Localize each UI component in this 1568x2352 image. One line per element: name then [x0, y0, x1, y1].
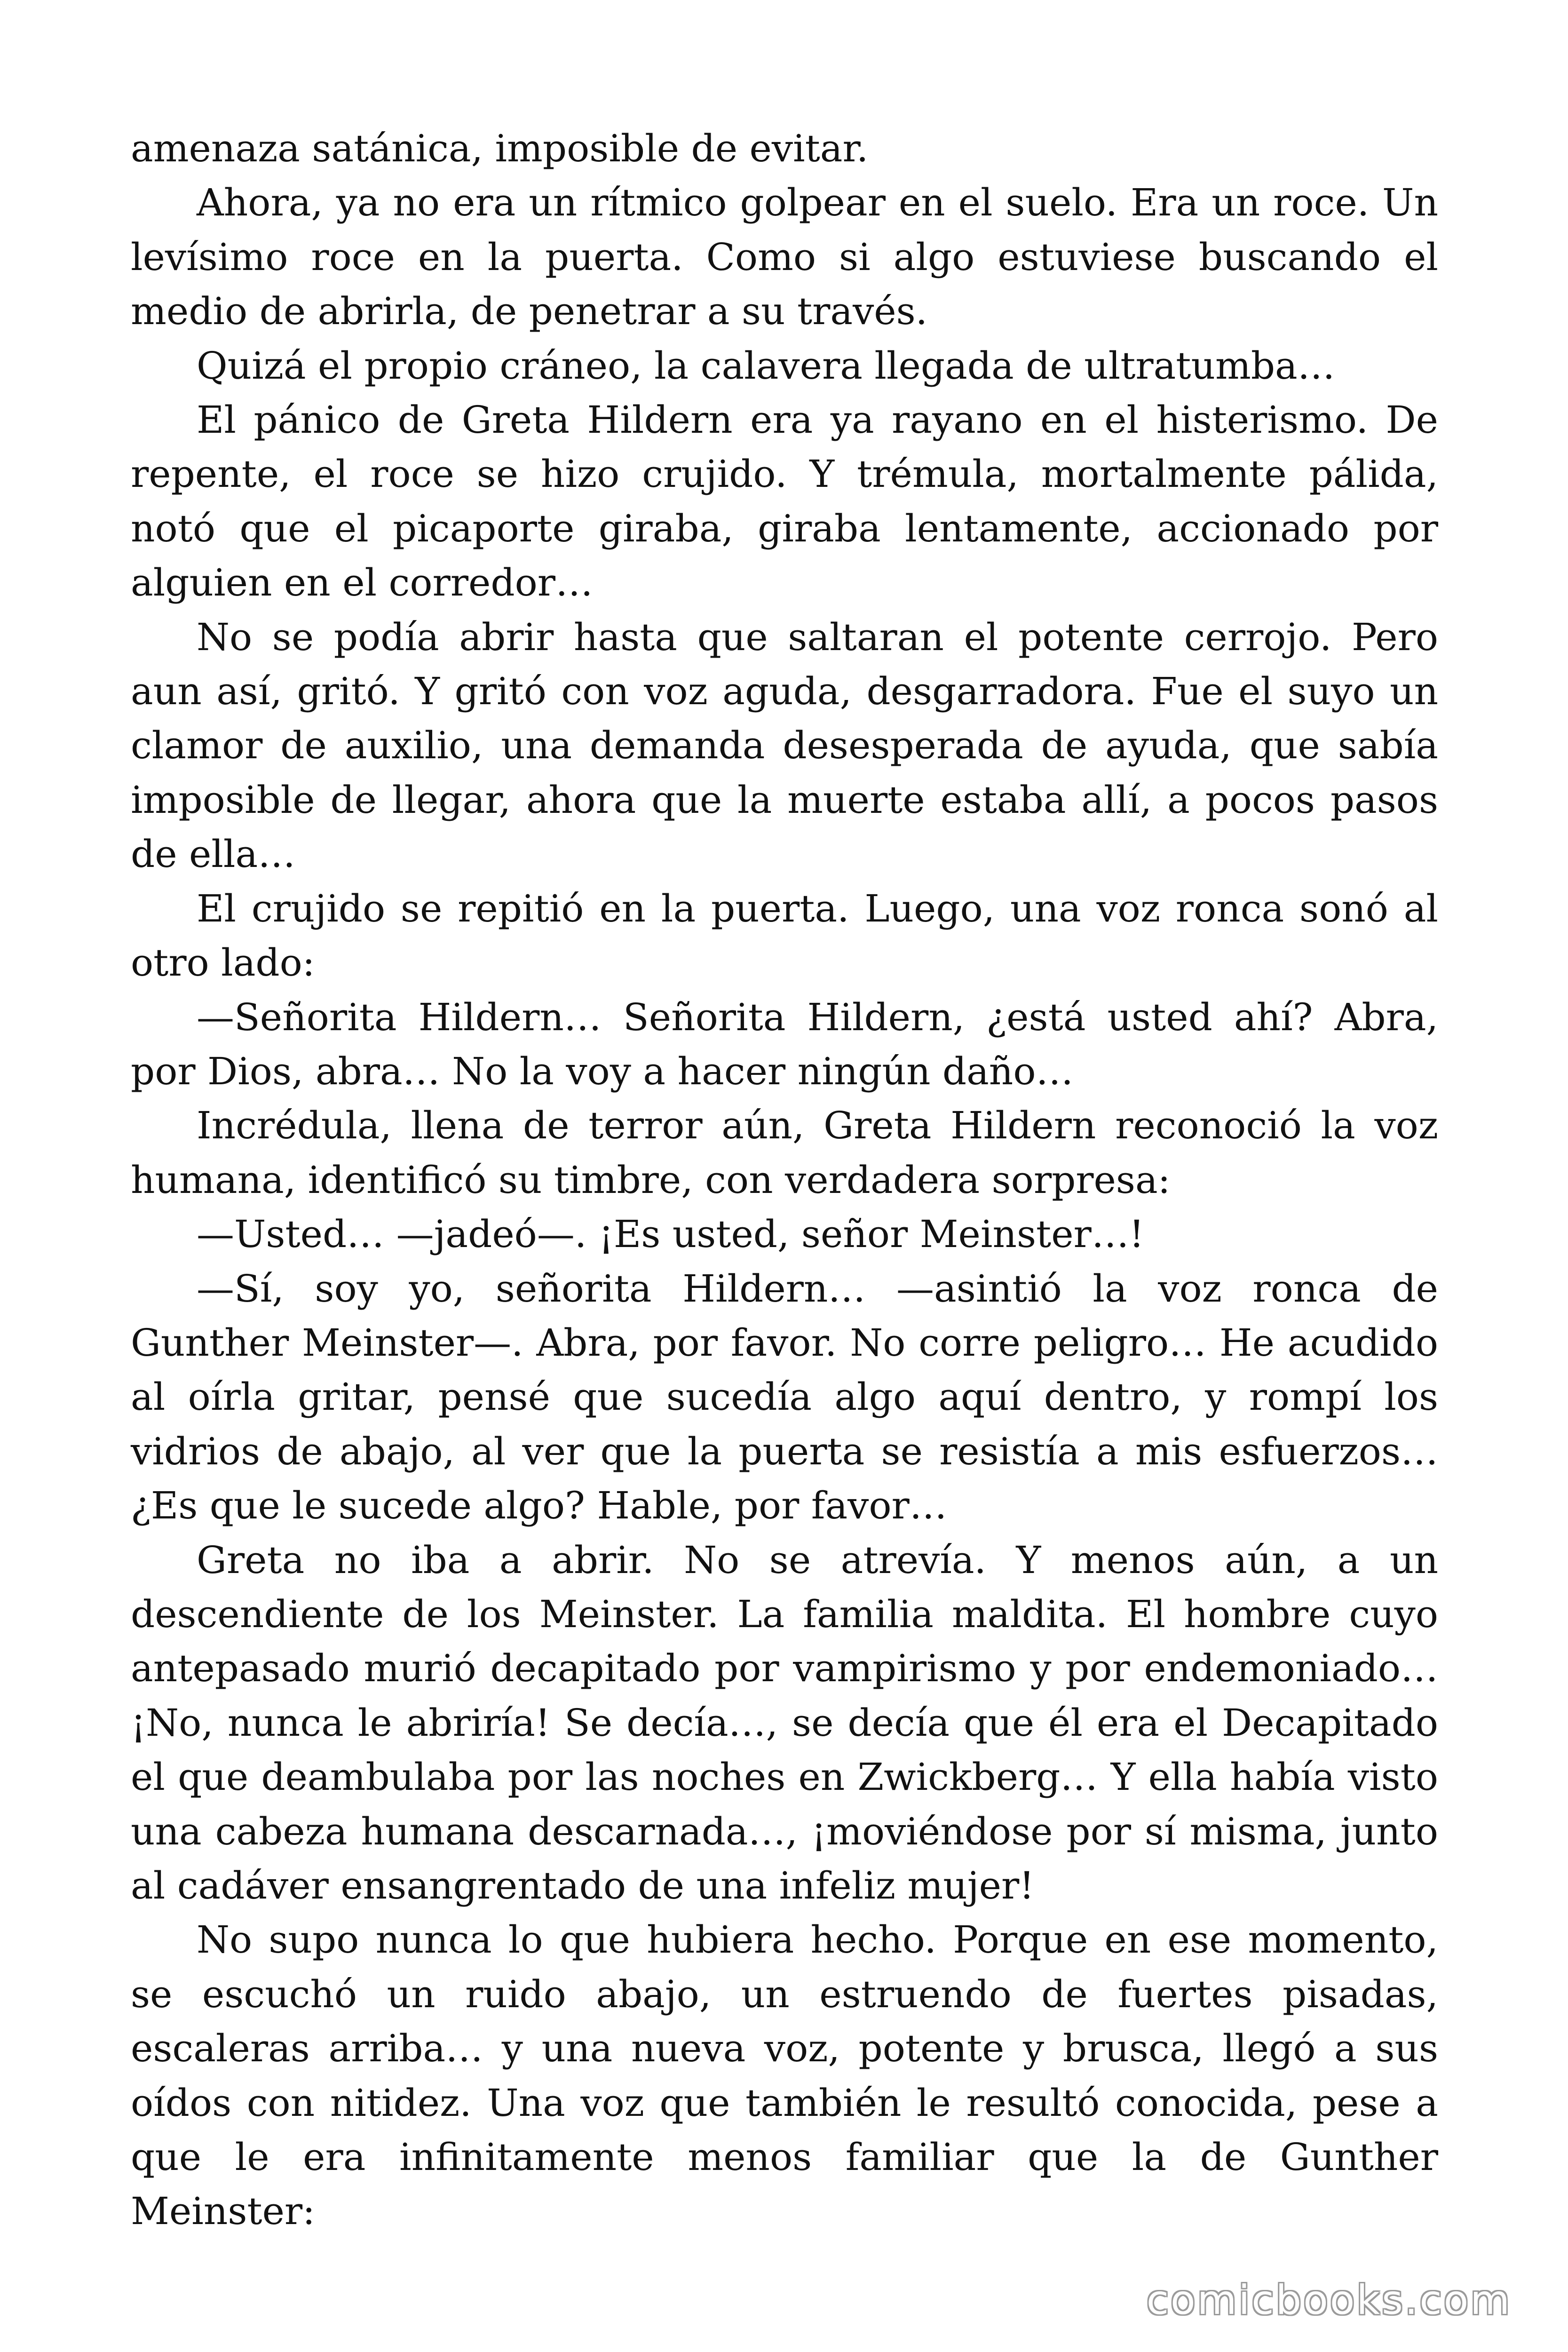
paragraph-continuation: amenaza satánica, imposible de evitar.: [131, 127, 869, 170]
paragraph: Greta no iba a abrir. No se atrevía. Y menos aún, a un descendiente de los Meinster. La familia maldita. El hombre cuyo antepasado murió decapitado por vampirismo y por endemoniado… ¡No, nunca le abriría! Se decía…, se decía que él era el Decapitado el que deambulaba por las noches en Zwickberg… Y ella había visto una cabeza humana descarnada…, ¡moviéndose por sí misma, junto al cadáver ensangrentado de una infeliz mujer!: [131, 1538, 1438, 1907]
dialogue-paragraph: —Usted… —jadeó—. ¡Es usted, señor Meinster…!: [197, 1212, 1144, 1256]
paragraph: Incrédula, llena de terror aún, Greta Hildern reconoció la voz humana, identificó su timbre, con verdadera sorpresa:: [131, 1104, 1438, 1202]
paragraph: Ahora, ya no era un rítmico golpear en el suelo. Era un roce. Un levísimo roce en la puerta. Como si algo estuviese buscando el medio de abrirla, de penetrar a su través.: [131, 181, 1438, 334]
dialogue-paragraph: —Sí, soy yo, señorita Hildern… —asintió la voz ronca de Gunther Meinster—. Abra, por favor. No corre peligro… He acudido al oírla gritar, pensé que sucedía algo aquí dentro, y rompí los vidrios de abajo, al ver que la puerta se resistía a mis esfuerzos… ¿Es que le sucede algo? Hable, por favor…: [131, 1266, 1438, 1528]
paragraph: No supo nunca lo que hubiera hecho. Porque en ese momento, se escuchó un ruido abajo, un estruendo de fuertes pisadas, escaleras arriba… y una nueva voz, potente y brusca, llegó a sus oídos con nitidez. Una voz que también le resultó conocida, pese a que le era infinitamente menos familiar que la de Gunther Meinster:: [131, 1918, 1438, 2233]
paragraph: El pánico de Greta Hildern era ya rayano en el histerismo. De repente, el roce se hizo crujido. Y trémula, mortalmente pálida, notó que el picaporte giraba, giraba lentamente, accionado por alguien en el corredor…: [131, 398, 1438, 605]
paragraph: El crujido se repitió en la puerta. Luego, una voz ronca sonó al otro lado:: [131, 886, 1438, 985]
paragraph: Quizá el propio cráneo, la calavera llegada de ultratumba…: [197, 343, 1335, 388]
paragraph: No se podía abrir hasta que saltaran el potente cerrojo. Pero aun así, gritó. Y gritó con voz aguda, desgarradora. Fue el suyo un clamor de auxilio, una demanda desesperada de ayuda, que sabía imposible de llegar, ahora que la muerte estaba allí, a pocos pasos de ella…: [131, 615, 1438, 876]
body-text: [131, 121, 1438, 2239]
watermark: comicbooks.com: [1146, 2277, 1512, 2324]
dialogue-paragraph: —Señorita Hildern… Señorita Hildern, ¿está usted ahí? Abra, por Dios, abra… No la voy a hacer ningún daño…: [131, 995, 1438, 1093]
